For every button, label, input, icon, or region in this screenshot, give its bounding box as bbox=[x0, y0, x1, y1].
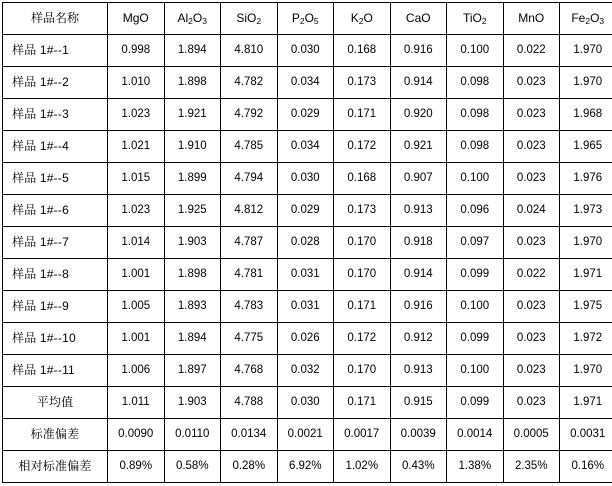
cell-sio2: 4.787 bbox=[221, 227, 278, 259]
cell-mno: 2.35% bbox=[503, 451, 560, 483]
column-header-tio2: TiO$_2$ bbox=[447, 3, 504, 35]
cell-p2o5: 0.031 bbox=[277, 259, 334, 291]
cell-mno: 0.023 bbox=[503, 323, 560, 355]
cell-fe2o3: 1.971 bbox=[560, 259, 612, 291]
cell-p2o5: 6.92% bbox=[277, 451, 334, 483]
cell-p2o5: 0.030 bbox=[277, 35, 334, 67]
column-header-al2o3: $Al_2O_3$ bbox=[164, 3, 221, 35]
column-header-mno: MnO bbox=[503, 3, 560, 35]
row-label bbox=[3, 259, 108, 291]
cell-tio2: 0.098 bbox=[447, 99, 504, 131]
cell-p2o5: 0.030 bbox=[277, 387, 334, 419]
row-label bbox=[3, 291, 108, 323]
cell-sio2: 4.781 bbox=[221, 259, 278, 291]
row-label bbox=[3, 131, 108, 163]
measurement-table-container bbox=[0, 2, 612, 486]
row-label bbox=[3, 387, 108, 419]
table-row bbox=[3, 323, 612, 355]
cell-tio2: 0.100 bbox=[447, 355, 504, 387]
cell-cao: 0.920 bbox=[390, 99, 447, 131]
cell-mno: 0.022 bbox=[503, 35, 560, 67]
cell-sio2: 4.775 bbox=[221, 323, 278, 355]
cell-sio2: 4.783 bbox=[221, 291, 278, 323]
row-label-text: 样品 1#--6 bbox=[12, 203, 69, 217]
cell-sio2: 4.810 bbox=[221, 35, 278, 67]
cell-mgo: 0.89% bbox=[108, 451, 165, 483]
row-label bbox=[3, 163, 108, 195]
row-label-text: 样品 1#--3 bbox=[12, 107, 69, 121]
column-header-k2o: $K_2O$ bbox=[334, 3, 391, 35]
cell-cao: 0.914 bbox=[390, 67, 447, 99]
cell-mno: 0.022 bbox=[503, 259, 560, 291]
cell-mgo: 1.001 bbox=[108, 323, 165, 355]
cell-fe2o3: 1.970 bbox=[560, 35, 612, 67]
cell-k2o: 0.170 bbox=[334, 259, 391, 291]
cell-mgo: 1.023 bbox=[108, 195, 165, 227]
cell-mgo: 1.023 bbox=[108, 99, 165, 131]
cell-tio2: 0.0014 bbox=[447, 419, 504, 451]
cell-fe2o3: 0.0031 bbox=[560, 419, 612, 451]
cell-fe2o3: 1.973 bbox=[560, 195, 612, 227]
cell-sio2: 4.788 bbox=[221, 387, 278, 419]
row-label bbox=[3, 35, 108, 67]
column-header-fe2o3: $Fe_2O_3$ bbox=[560, 3, 612, 35]
table-row bbox=[3, 259, 612, 291]
cell-mno: 0.023 bbox=[503, 163, 560, 195]
cell-p2o5: 0.029 bbox=[277, 99, 334, 131]
cell-fe2o3: 0.16% bbox=[560, 451, 612, 483]
table-row bbox=[3, 195, 612, 227]
cell-sio2: 4.792 bbox=[221, 99, 278, 131]
cell-tio2: 0.097 bbox=[447, 227, 504, 259]
cell-sio2: 4.794 bbox=[221, 163, 278, 195]
cell-al2o3: 1.898 bbox=[164, 259, 221, 291]
cell-mgo: 1.006 bbox=[108, 355, 165, 387]
cell-fe2o3: 1.975 bbox=[560, 291, 612, 323]
cell-k2o: 0.170 bbox=[334, 355, 391, 387]
cell-cao: 0.0039 bbox=[390, 419, 447, 451]
cell-mgo: 1.015 bbox=[108, 163, 165, 195]
cell-mno: 0.023 bbox=[503, 355, 560, 387]
cell-p2o5: 0.029 bbox=[277, 195, 334, 227]
row-label-text: 样品 1#--8 bbox=[12, 267, 69, 281]
cell-al2o3: 1.897 bbox=[164, 355, 221, 387]
cell-mno: 0.023 bbox=[503, 227, 560, 259]
column-header-sample-name: 样品名称 bbox=[3, 3, 108, 35]
cell-al2o3: 0.58% bbox=[164, 451, 221, 483]
cell-tio2: 0.098 bbox=[447, 67, 504, 99]
cell-mno: 0.023 bbox=[503, 291, 560, 323]
cell-k2o: 0.172 bbox=[334, 323, 391, 355]
cell-k2o: 0.171 bbox=[334, 387, 391, 419]
cell-mgo: 1.005 bbox=[108, 291, 165, 323]
cell-k2o: 0.172 bbox=[334, 131, 391, 163]
row-label bbox=[3, 323, 108, 355]
table-row bbox=[3, 387, 612, 419]
row-label-text: 相对标准偏差 bbox=[18, 459, 91, 473]
cell-al2o3: 1.894 bbox=[164, 35, 221, 67]
cell-fe2o3: 1.968 bbox=[560, 99, 612, 131]
cell-mgo: 1.010 bbox=[108, 67, 165, 99]
row-label-text: 样品 1#--2 bbox=[12, 75, 69, 89]
cell-k2o: 1.02% bbox=[334, 451, 391, 483]
cell-cao: 0.914 bbox=[390, 259, 447, 291]
row-label bbox=[3, 195, 108, 227]
row-label-text: 样品 1#--4 bbox=[12, 139, 69, 153]
cell-cao: 0.907 bbox=[390, 163, 447, 195]
cell-p2o5: 0.034 bbox=[277, 131, 334, 163]
cell-fe2o3: 1.970 bbox=[560, 227, 612, 259]
cell-al2o3: 0.0110 bbox=[164, 419, 221, 451]
table-head bbox=[3, 3, 612, 35]
cell-fe2o3: 1.970 bbox=[560, 67, 612, 99]
cell-k2o: 0.0017 bbox=[334, 419, 391, 451]
cell-al2o3: 1.899 bbox=[164, 163, 221, 195]
row-label-text: 平均值 bbox=[37, 395, 74, 409]
table-row bbox=[3, 131, 612, 163]
column-header-mgo: MgO bbox=[108, 3, 165, 35]
row-label bbox=[3, 419, 108, 451]
cell-k2o: 0.173 bbox=[334, 195, 391, 227]
cell-tio2: 0.100 bbox=[447, 35, 504, 67]
cell-sio2: 4.812 bbox=[221, 195, 278, 227]
table-body bbox=[3, 35, 612, 483]
cell-tio2: 0.096 bbox=[447, 195, 504, 227]
cell-mno: 0.023 bbox=[503, 99, 560, 131]
cell-tio2: 0.099 bbox=[447, 259, 504, 291]
cell-sio2: 4.785 bbox=[221, 131, 278, 163]
cell-mgo: 1.021 bbox=[108, 131, 165, 163]
row-label bbox=[3, 451, 108, 483]
row-label-text: 样品 1#--10 bbox=[12, 331, 76, 345]
column-header-cao: CaO bbox=[390, 3, 447, 35]
cell-cao: 0.916 bbox=[390, 35, 447, 67]
cell-p2o5: 0.031 bbox=[277, 291, 334, 323]
table-row bbox=[3, 163, 612, 195]
cell-fe2o3: 1.965 bbox=[560, 131, 612, 163]
row-label-text: 样品 1#--5 bbox=[12, 171, 69, 185]
cell-k2o: 0.171 bbox=[334, 99, 391, 131]
cell-fe2o3: 1.971 bbox=[560, 387, 612, 419]
cell-mno: 0.023 bbox=[503, 67, 560, 99]
table-row bbox=[3, 99, 612, 131]
cell-mgo: 1.011 bbox=[108, 387, 165, 419]
cell-tio2: 0.098 bbox=[447, 131, 504, 163]
table-row bbox=[3, 291, 612, 323]
table-row bbox=[3, 35, 612, 67]
row-label bbox=[3, 355, 108, 387]
row-label bbox=[3, 99, 108, 131]
measurement-table bbox=[2, 2, 612, 483]
cell-fe2o3: 1.976 bbox=[560, 163, 612, 195]
cell-cao: 0.913 bbox=[390, 195, 447, 227]
cell-k2o: 0.168 bbox=[334, 35, 391, 67]
cell-sio2: 4.782 bbox=[221, 67, 278, 99]
table-row bbox=[3, 355, 612, 387]
cell-cao: 0.921 bbox=[390, 131, 447, 163]
cell-mgo: 0.0090 bbox=[108, 419, 165, 451]
cell-al2o3: 1.921 bbox=[164, 99, 221, 131]
row-label-text: 样品 1#--1 bbox=[12, 43, 69, 57]
table-header-row bbox=[3, 3, 612, 35]
row-label-text: 样品 1#--7 bbox=[12, 235, 69, 249]
cell-p2o5: 0.026 bbox=[277, 323, 334, 355]
cell-sio2: 4.768 bbox=[221, 355, 278, 387]
row-label bbox=[3, 227, 108, 259]
row-label-text: 样品 1#--9 bbox=[12, 299, 69, 313]
cell-sio2: 0.28% bbox=[221, 451, 278, 483]
cell-tio2: 1.38% bbox=[447, 451, 504, 483]
cell-tio2: 0.099 bbox=[447, 323, 504, 355]
row-label-text: 样品 1#--11 bbox=[12, 363, 75, 377]
cell-tio2: 0.099 bbox=[447, 387, 504, 419]
cell-p2o5: 0.028 bbox=[277, 227, 334, 259]
cell-cao: 0.913 bbox=[390, 355, 447, 387]
table-row bbox=[3, 451, 612, 483]
table-row bbox=[3, 227, 612, 259]
cell-mno: 0.023 bbox=[503, 131, 560, 163]
cell-al2o3: 1.893 bbox=[164, 291, 221, 323]
column-header-p2o5: $P_2O_5$ bbox=[277, 3, 334, 35]
cell-p2o5: 0.030 bbox=[277, 163, 334, 195]
cell-k2o: 0.173 bbox=[334, 67, 391, 99]
cell-k2o: 0.170 bbox=[334, 227, 391, 259]
cell-cao: 0.912 bbox=[390, 323, 447, 355]
cell-k2o: 0.168 bbox=[334, 163, 391, 195]
cell-p2o5: 0.034 bbox=[277, 67, 334, 99]
cell-cao: 0.43% bbox=[390, 451, 447, 483]
cell-mgo: 0.998 bbox=[108, 35, 165, 67]
cell-cao: 0.918 bbox=[390, 227, 447, 259]
cell-mno: 0.023 bbox=[503, 387, 560, 419]
row-label bbox=[3, 67, 108, 99]
cell-mno: 0.024 bbox=[503, 195, 560, 227]
cell-al2o3: 1.910 bbox=[164, 131, 221, 163]
cell-al2o3: 1.898 bbox=[164, 67, 221, 99]
cell-tio2: 0.100 bbox=[447, 291, 504, 323]
cell-al2o3: 1.894 bbox=[164, 323, 221, 355]
cell-al2o3: 1.925 bbox=[164, 195, 221, 227]
cell-sio2: 0.0134 bbox=[221, 419, 278, 451]
cell-al2o3: 1.903 bbox=[164, 227, 221, 259]
cell-p2o5: 0.0021 bbox=[277, 419, 334, 451]
cell-cao: 0.915 bbox=[390, 387, 447, 419]
table-row bbox=[3, 67, 612, 99]
cell-p2o5: 0.032 bbox=[277, 355, 334, 387]
cell-cao: 0.916 bbox=[390, 291, 447, 323]
cell-fe2o3: 1.972 bbox=[560, 323, 612, 355]
cell-tio2: 0.100 bbox=[447, 163, 504, 195]
cell-mgo: 1.001 bbox=[108, 259, 165, 291]
cell-mgo: 1.014 bbox=[108, 227, 165, 259]
row-label-text: 标准偏差 bbox=[31, 427, 80, 441]
table-row bbox=[3, 419, 612, 451]
cell-mno: 0.0005 bbox=[503, 419, 560, 451]
column-header-sio2: SiO$_2$ bbox=[221, 3, 278, 35]
cell-fe2o3: 1.970 bbox=[560, 355, 612, 387]
cell-k2o: 0.171 bbox=[334, 291, 391, 323]
cell-al2o3: 1.903 bbox=[164, 387, 221, 419]
